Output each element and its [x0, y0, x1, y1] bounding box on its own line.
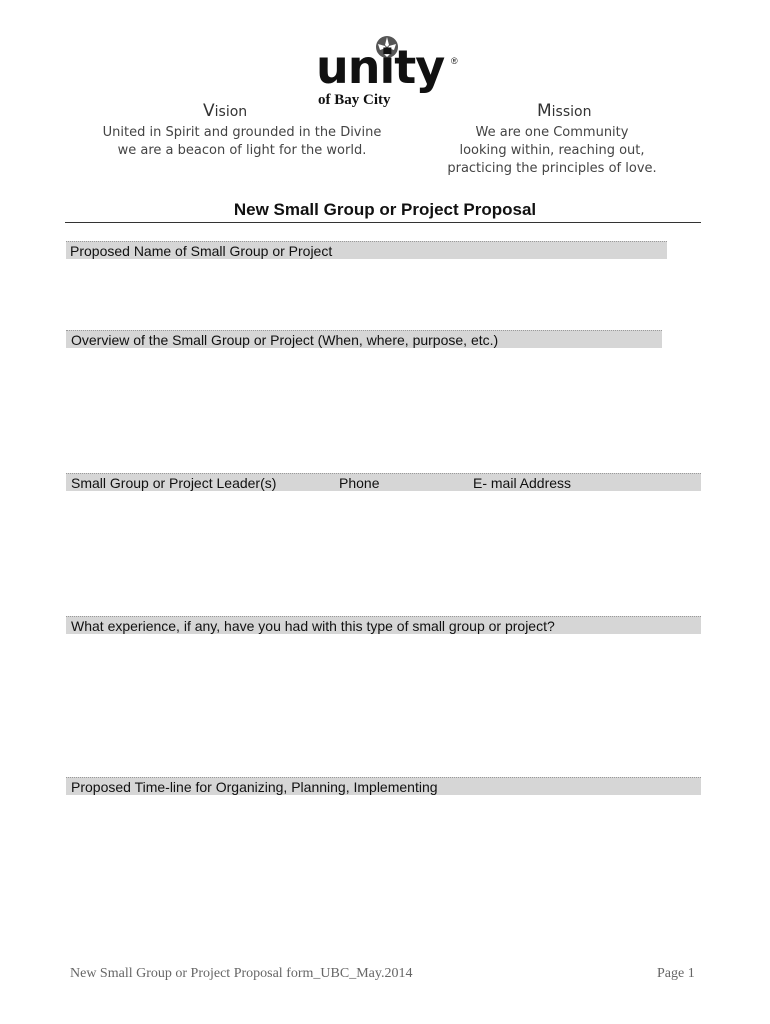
vision-line-1: United in Spirit and grounded in the Divine: [102, 125, 382, 140]
document-title: New Small Group or Project Proposal: [233, 200, 537, 219]
timeline-answer-field[interactable]: [66, 796, 701, 956]
phone-column-label: Phone: [339, 475, 380, 491]
name-answer-field[interactable]: [66, 260, 701, 328]
section-header-experience: What experience, if any, have you had with this type of small group or project?: [66, 616, 701, 634]
experience-answer-field[interactable]: [66, 635, 701, 775]
footer-page-number: Page 1: [657, 966, 695, 981]
title-divider: [65, 222, 701, 223]
mission-statement: [420, 124, 684, 178]
section-header-name: Proposed Name of Small Group or Project: [66, 241, 667, 259]
registered-mark: ®: [451, 56, 458, 66]
logo-subtitle: of Bay City: [318, 92, 391, 108]
footer-form-name: New Small Group or Project Proposal form_UBC_May.2014: [70, 966, 413, 981]
section-header-overview: Overview of the Small Group or Project (When, where, purpose, etc.): [66, 330, 662, 348]
mission-line-2: looking within, reaching out,: [459, 143, 645, 158]
section-header-timeline: Proposed Time-line for Organizing, Planning, Implementing: [66, 777, 701, 795]
mission-line-1: We are one Community: [475, 125, 629, 140]
vision-statement: [82, 124, 402, 160]
vision-line-2: we are a beacon of light for the world.: [117, 143, 367, 158]
logo-wordmark: unity: [316, 40, 445, 94]
mission-title: Mission: [537, 101, 592, 121]
mission-line-3: practicing the principles of love.: [447, 161, 657, 176]
section-header-leaders: [66, 473, 701, 491]
leader-column-label: Small Group or Project Leader(s): [71, 475, 277, 491]
email-column-label: E- mail Address: [473, 475, 572, 491]
vision-title: Vision: [203, 101, 248, 121]
leaders-answer-field[interactable]: [66, 492, 701, 614]
overview-answer-field[interactable]: [66, 349, 701, 471]
